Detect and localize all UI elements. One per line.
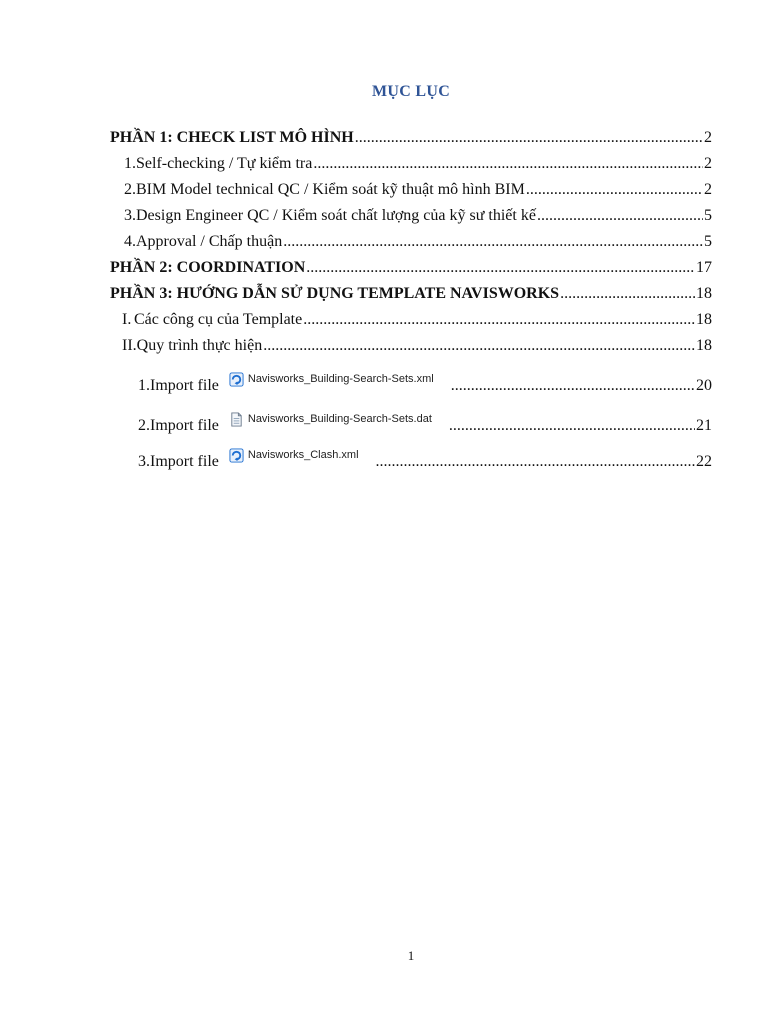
- dot-leader: [537, 206, 703, 226]
- dot-leader: [283, 232, 703, 252]
- embedded-file-name: Navisworks_Clash.xml: [247, 449, 359, 461]
- toc-entry-number: 2.: [124, 181, 136, 198]
- dot-leader: [303, 310, 695, 330]
- toc-entry-page: 2: [704, 129, 712, 146]
- toc-entry-roman-1[interactable]: [110, 310, 712, 330]
- embedded-file-navisworks-clash-xml[interactable]: [227, 444, 361, 466]
- dot-leader: [449, 416, 695, 436]
- embedded-file-name: Navisworks_Building-Search-Sets.xml: [247, 373, 434, 385]
- toc-entry-page: 5: [704, 233, 712, 250]
- toc-entry-number: 3.: [138, 453, 150, 470]
- toc-entry-label: Các công cụ của Template: [133, 311, 303, 328]
- navisworks-xml-icon: [229, 448, 244, 463]
- page-number: 1: [407, 948, 415, 963]
- dot-leader: [451, 376, 695, 396]
- toc-entry-part-3[interactable]: [110, 284, 712, 304]
- toc-entry-page: 20: [696, 377, 712, 394]
- dot-leader: [560, 284, 695, 304]
- toc-entry-number: 2.: [138, 417, 150, 434]
- toc-entry-import-1[interactable]: [110, 368, 712, 396]
- toc-entry-label: Quy trình thực hiện: [136, 337, 263, 354]
- toc-entry-page: 2: [704, 181, 712, 198]
- toc-entry-label: BIM Model technical QC / Kiểm soát kỹ thuật mô hình BIM: [136, 181, 525, 198]
- toc-entry-page: 18: [696, 311, 712, 328]
- dot-leader: [376, 452, 695, 472]
- toc-title: MỤC LỤC: [371, 83, 451, 100]
- toc-entry-number: 3.: [124, 207, 136, 224]
- toc-entry-2[interactable]: [110, 180, 712, 200]
- toc-entry-3[interactable]: [110, 206, 712, 226]
- dot-leader: [526, 180, 703, 200]
- toc-entry-number: II.: [122, 337, 137, 354]
- toc-entry-label: Import file: [150, 377, 219, 394]
- toc-entry-label: PHẦN 1: CHECK LIST MÔ HÌNH: [110, 129, 354, 146]
- dot-leader: [355, 128, 703, 148]
- dot-leader: [313, 154, 703, 174]
- toc-entry-4[interactable]: [110, 232, 712, 252]
- embedded-file-navisworks-search-sets-dat[interactable]: [227, 408, 434, 430]
- toc-entry-number: 4.: [124, 233, 136, 250]
- dat-file-icon: [229, 412, 244, 427]
- toc-entry-label: Approval / Chấp thuận: [136, 233, 283, 250]
- dot-leader: [263, 336, 695, 356]
- table-of-contents: [110, 128, 712, 472]
- toc-entry-page: 5: [704, 207, 712, 224]
- toc-entry-1[interactable]: [110, 154, 712, 174]
- embedded-file-name: Navisworks_Building-Search-Sets.dat: [247, 413, 432, 425]
- toc-entry-number: I.: [122, 311, 132, 328]
- toc-entry-label: Design Engineer QC / Kiểm soát chất lượng của kỹ sư thiết kế: [136, 207, 536, 224]
- toc-entry-number: 1.: [124, 155, 136, 172]
- toc-entry-label: PHẦN 3: HƯỚNG DẪN SỬ DỤNG TEMPLATE NAVISWORKS: [110, 285, 560, 302]
- toc-entry-part-1[interactable]: [110, 128, 712, 148]
- toc-entry-label: Import file: [150, 417, 219, 434]
- dot-leader: [306, 258, 695, 278]
- toc-entry-page: 18: [696, 337, 712, 354]
- embedded-file-navisworks-search-sets-xml[interactable]: [227, 368, 436, 390]
- toc-entry-label: PHẦN 2: COORDINATION: [110, 259, 306, 276]
- navisworks-xml-icon: [229, 372, 244, 387]
- toc-entry-part-2[interactable]: [110, 258, 712, 278]
- toc-entry-import-3[interactable]: [110, 444, 712, 472]
- toc-entry-page: 17: [696, 259, 712, 276]
- toc-entry-page: 21: [696, 417, 712, 434]
- toc-entry-number: 1.: [138, 377, 150, 394]
- toc-entry-page: 18: [696, 285, 712, 302]
- toc-entry-roman-2[interactable]: [110, 336, 712, 356]
- toc-entry-import-2[interactable]: [110, 408, 712, 436]
- toc-entry-label: Import file: [150, 453, 219, 470]
- toc-entry-label: Self-checking / Tự kiểm tra: [136, 155, 313, 172]
- toc-entry-page: 2: [704, 155, 712, 172]
- toc-entry-page: 22: [696, 453, 712, 470]
